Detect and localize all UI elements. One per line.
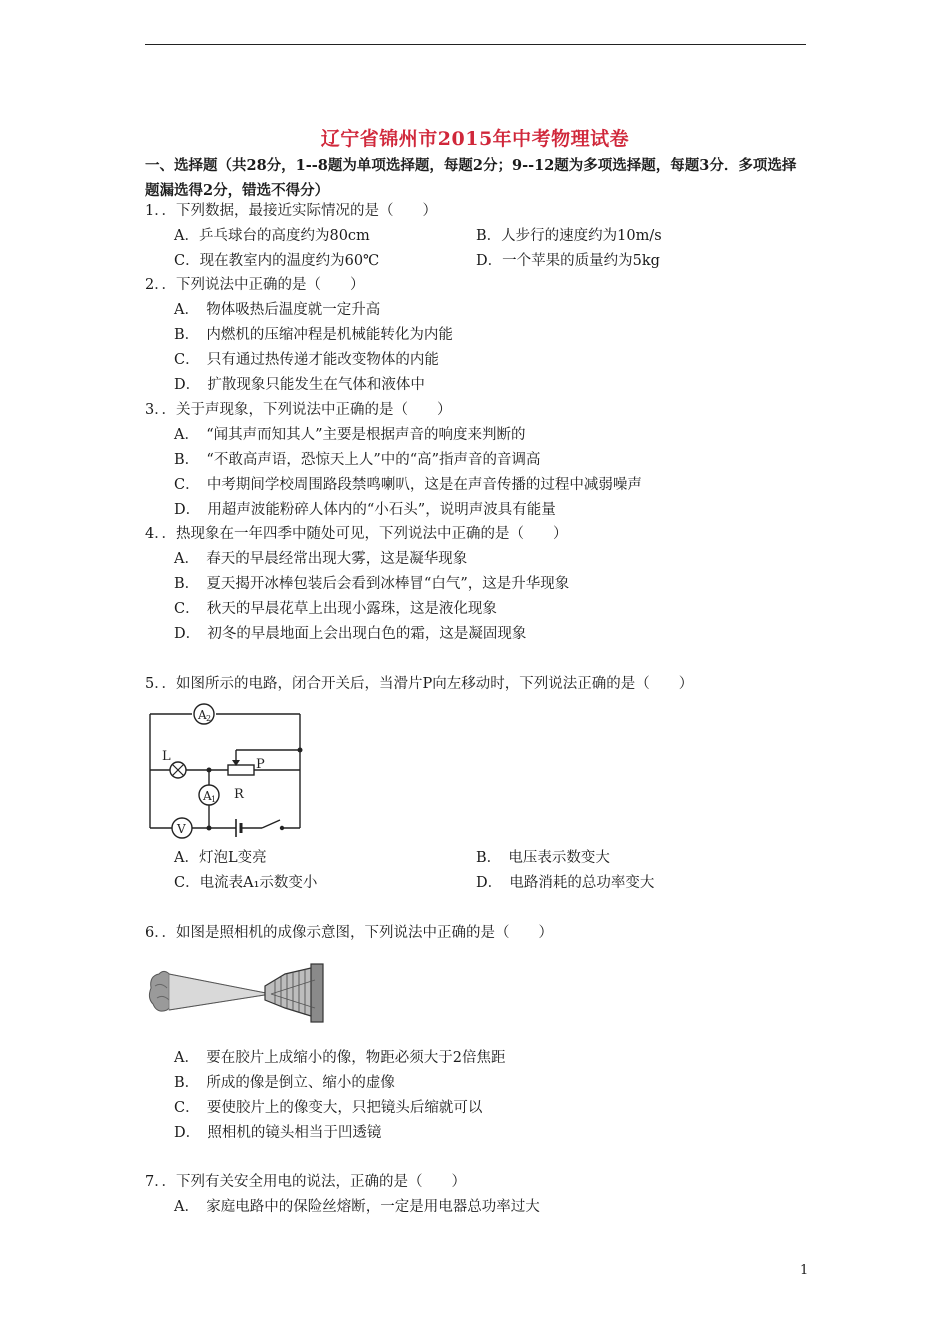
q1-option-a: A．乒乓球台的高度约为80cm [174, 228, 370, 244]
q2-option-c: C． 只有通过热传递才能改变物体的内能 [174, 352, 439, 368]
q7-stem: 7．．下列有关安全用电的说法，正确的是（ ） [145, 1174, 466, 1190]
q2-stem: 2．．下列说法中正确的是（ ） [145, 277, 365, 293]
q3-option-c: C． 中考期间学校周围路段禁鸣喇叭，这是在声音传播的过程中减弱噪声 [174, 477, 642, 493]
resistor-label: R [234, 787, 244, 802]
q1-option-b: B．人步行的速度约为10m/s [476, 228, 662, 244]
q5-option-b: B． 电压表示数变大 [476, 850, 610, 866]
a2-label: A [198, 708, 207, 722]
q2-option-b: B． 内燃机的压缩冲程是机械能转化为内能 [174, 327, 453, 343]
q1-option-d: D．一个苹果的质量约为5kg [476, 253, 660, 269]
v-label: V [177, 822, 186, 836]
camera-diagram [145, 958, 330, 1024]
q2-option-d: D． 扩散现象只能发生在气体和液体中 [174, 377, 425, 393]
q3-stem: 3．．关于声现象，下列说法中正确的是（ ） [145, 402, 452, 418]
q5-option-a: A．灯泡L变亮 [174, 850, 267, 866]
q1-option-c: C．现在教室内的温度约为60℃ [174, 253, 380, 269]
q2-option-a: A． 物体吸热后温度就一定升高 [174, 302, 381, 318]
a1-label: A [203, 789, 212, 803]
page-number: 1 [800, 1263, 809, 1278]
q6-option-a: A． 要在胶片上成缩小的像，物距必须大于2倍焦距 [174, 1050, 506, 1066]
q3-option-d: D． 用超声波能粉碎人体内的“小石头”，说明声波具有能量 [174, 502, 556, 518]
q5-option-d: D． 电路消耗的总功率变大 [476, 875, 655, 891]
q5-option-c: C．电流表A₁示数变小 [174, 875, 318, 891]
q3-option-a: A． “闻其声而知其人”主要是根据声音的响度来判断的 [174, 427, 526, 443]
page-title: 辽宁省锦州市2015年中考物理试卷 [320, 128, 630, 150]
q4-option-c: C． 秋天的早晨花草上出现小露珠，这是液化现象 [174, 601, 497, 617]
q4-stem: 4．．热现象在一年四季中随处可见，下列说法中正确的是（ ） [145, 526, 568, 542]
slider-label: P [256, 757, 265, 772]
header-rule [145, 44, 806, 45]
circuit-diagram [140, 700, 310, 840]
q5-stem: 5．．如图所示的电路，闭合开关后，当滑片P向左移动时，下列说法正确的是（ ） [145, 676, 694, 692]
q7-option-a: A． 家庭电路中的保险丝熔断，一定是用电器总功率过大 [174, 1199, 540, 1215]
q6-option-b: B． 所成的像是倒立、缩小的虚像 [174, 1075, 395, 1091]
q4-option-b: B． 夏天揭开冰棒包装后会看到冰棒冒“白气”，这是升华现象 [174, 576, 570, 592]
q6-option-d: D． 照相机的镜头相当于凹透镜 [174, 1125, 382, 1141]
lamp-label: L [162, 749, 171, 764]
a1-sub: 1 [211, 795, 217, 804]
q1-stem: 1．．下列数据，最接近实际情况的是（ ） [145, 203, 437, 219]
a2-sub: 2 [206, 714, 212, 723]
q4-option-d: D． 初冬的早晨地面上会出现白色的霜，这是凝固现象 [174, 626, 527, 642]
q6-option-c: C． 要使胶片上的像变大，只把镜头后缩就可以 [174, 1100, 483, 1116]
q3-option-b: B． “不敢高声语，恐惊天上人”中的“高”指声音的音调高 [174, 452, 541, 468]
q6-stem: 6．．如图是照相机的成像示意图，下列说法中正确的是（ ） [145, 925, 553, 941]
section-heading: 一、选择题（共28分，1--8题为单项选择题，每题2分；9--12题为多项选择题，每题3分．多项选择题漏选得2分，错选不得分） [145, 157, 797, 199]
q4-option-a: A． 春天的早晨经常出现大雾，这是凝华现象 [174, 551, 468, 567]
